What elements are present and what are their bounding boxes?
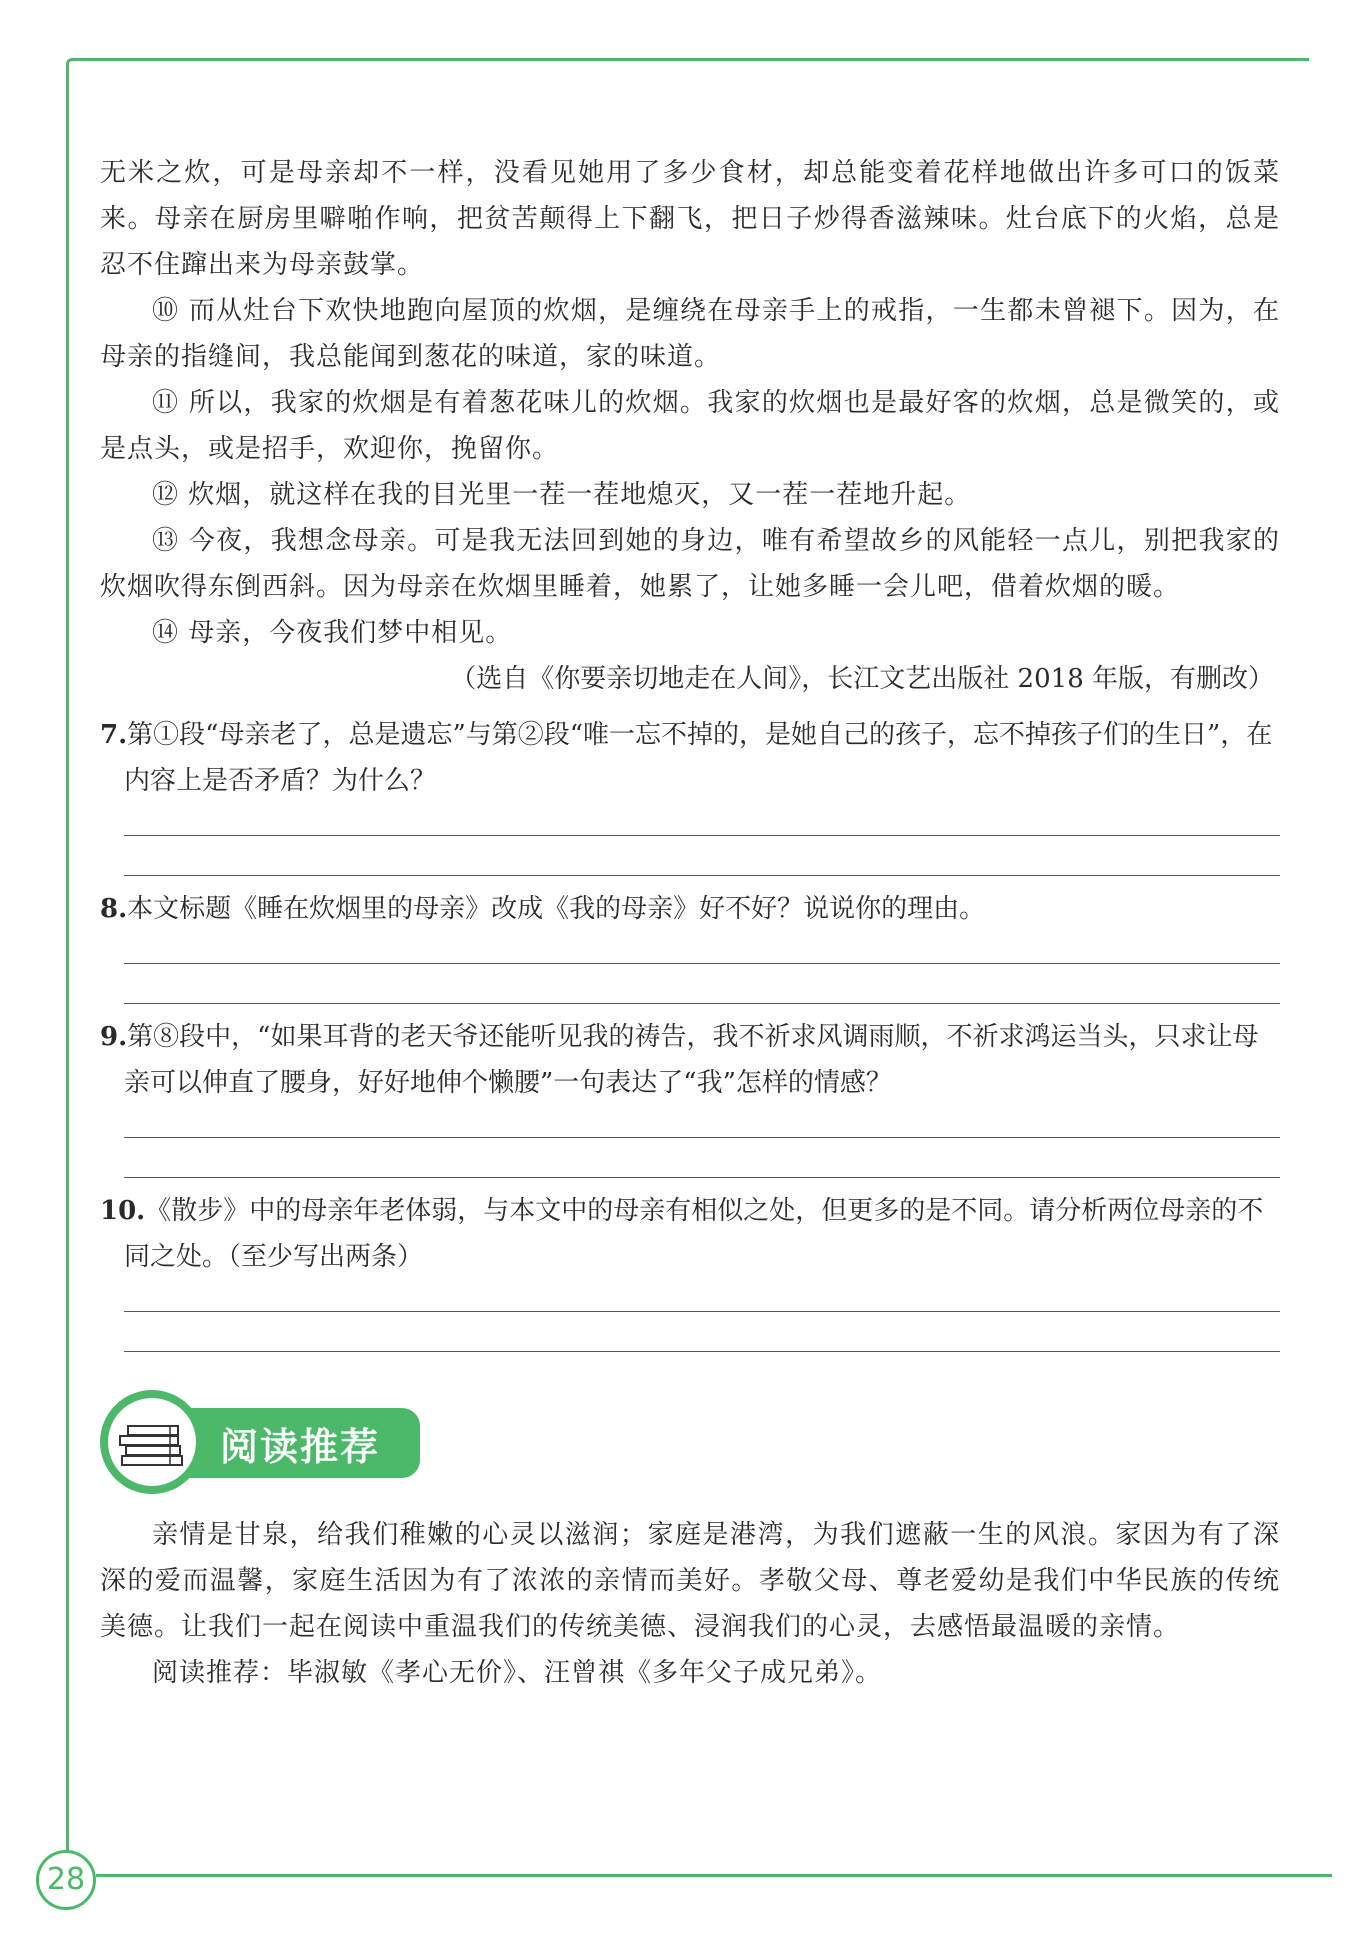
passage-paragraph: ⑭ 母亲，今夜我们梦中相见。 — [152, 618, 513, 648]
question-number: 7. — [100, 720, 128, 750]
question-number: 8. — [100, 894, 128, 924]
section-title: 阅读推荐 — [220, 1425, 381, 1469]
source-citation: （选自《你要亲切地走在人间》，长江文艺出版社 2018 年版，有删改） — [450, 664, 1274, 694]
passage-paragraph: ⑩ 而从灶台下欢快地跑向屋顶的炊烟，是缠绕在母亲手上的戒指，一生都未曾褪下。因为，在母亲的指缝间，我总能闻到葱花的味道，家的味道。 — [100, 296, 1280, 372]
recommendation-paragraph: 亲情是甘泉，给我们稚嫩的心灵以滋润；家庭是港湾，为我们遮蔽一生的风浪。家因为有了深深的爱而温馨，家庭生活因为有了浓浓的亲情而美好。孝敬父母、尊老爱幼是我们中华民族的传统美德。让我们一起在阅读中重温我们的传统美德、浸润我们的心灵，去感悟最温暖的亲情。 — [100, 1520, 1280, 1642]
question-text — [100, 1188, 1280, 1280]
passage-paragraph: ⑬ 今夜，我想念母亲。可是我无法回到她的身边，唯有希望故乡的风能轻一点儿，别把我家的炊烟吹得东倒西斜。因为母亲在炊烟里睡着，她累了，让她多睡一会儿吧，借着炊烟的暖。 — [100, 526, 1280, 602]
answer-line[interactable] — [124, 1310, 1280, 1312]
answer-line[interactable] — [124, 1350, 1280, 1352]
answer-line[interactable] — [124, 874, 1280, 876]
question-number: 9. — [100, 1022, 128, 1052]
question-text — [100, 1014, 1280, 1106]
answer-line[interactable] — [124, 834, 1280, 836]
question-body: 《散步》中的母亲年老体弱，与本文中的母亲有相似之处，但更多的是不同。请分析两位母亲的不同之处。（至少写出两条） — [124, 1196, 1264, 1272]
page-content — [100, 150, 1280, 1696]
answer-line[interactable] — [124, 1136, 1280, 1138]
question-body: 本文标题《睡在炊烟里的母亲》改成《我的母亲》好不好？说说你的理由。 — [127, 894, 986, 924]
passage-paragraph: ⑫ 炊烟，就这样在我的目光里一茬一茬地熄灭，又一茬一茬地升起。 — [152, 480, 972, 510]
answer-line[interactable] — [124, 1002, 1280, 1004]
question-text — [100, 886, 1280, 932]
answer-line[interactable] — [124, 1176, 1280, 1178]
books-icon — [108, 1398, 196, 1486]
question-7 — [100, 712, 1280, 876]
recommendation-body — [100, 1512, 1280, 1696]
question-text — [100, 712, 1280, 804]
passage-paragraph: 无米之炊，可是母亲却不一样，没看见她用了多少食材，却总能变着花样地做出许多可口的饭菜来。母亲在厨房里噼啪作响，把贫苦颠得上下翻飞，把日子炒得香滋辣味。灶台底下的火焰，总是忍不住蹿出来为母亲鼓掌。 — [100, 158, 1280, 280]
books-icon-badge — [100, 1390, 204, 1494]
question-10 — [100, 1188, 1280, 1352]
question-9 — [100, 1014, 1280, 1178]
passage-paragraph: ⑪ 所以，我家的炊烟是有着葱花味儿的炊烟。我家的炊烟也是最好客的炊烟，总是微笑的，或是点头，或是招手，欢迎你，挽留你。 — [100, 388, 1280, 464]
question-8 — [100, 886, 1280, 1004]
question-body: 第①段“母亲老了，总是遗忘”与第②段“唯一忘不掉的，是她自己的孩子，忘不掉孩子们的生日”，在内容上是否矛盾？为什么？ — [124, 720, 1273, 796]
reading-recommendation-header — [100, 1390, 1280, 1490]
answer-line[interactable] — [124, 962, 1280, 964]
footer-rule — [96, 1874, 1332, 1877]
question-body: 第⑧段中，“如果耳背的老天爷还能听见我的祷告，我不祈求风调雨顺，不祈求鸿运当头，只求让母亲可以伸直了腰身，好好地伸个懒腰”一句表达了“我”怎样的情感？ — [124, 1022, 1259, 1098]
recommended-books: 阅读推荐：毕淑敏《孝心无价》、汪曾祺《多年父子成兄弟》。 — [152, 1658, 883, 1688]
question-number: 10. — [100, 1196, 146, 1226]
page-number: 28 — [36, 1850, 96, 1910]
